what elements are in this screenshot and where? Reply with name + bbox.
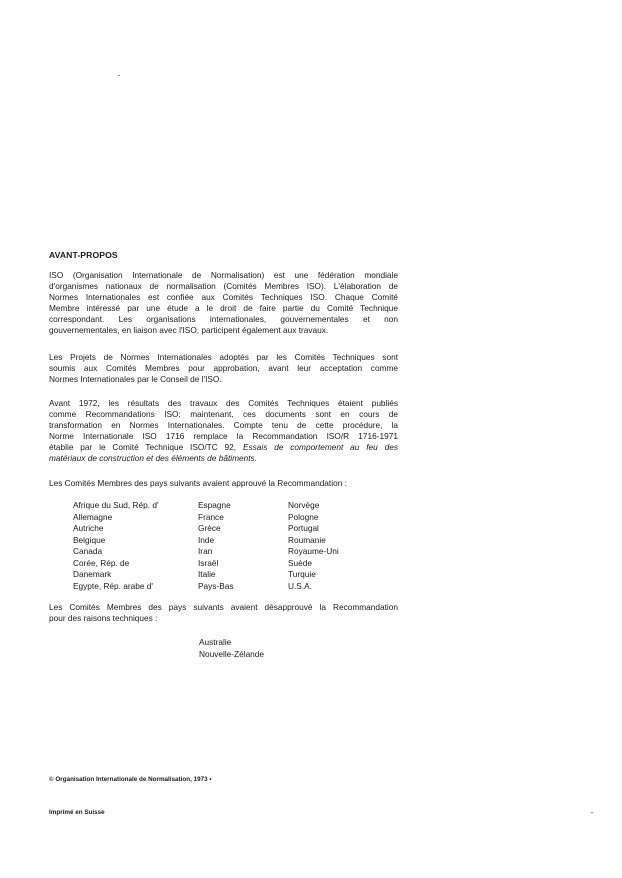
disapproving-countries-list [199, 637, 264, 660]
country-name: Portugal [288, 523, 319, 533]
text-line: Avant 1972, les résultats des travaux des Comités Techniques étaient publiés [49, 398, 398, 408]
paragraph-disapproved-intro [49, 602, 398, 624]
approving-countries-list [73, 500, 398, 592]
committee-title-italic: matériaux de construction et des éléments de bâtiments. [49, 452, 257, 463]
country-name: Pologne [288, 511, 319, 522]
country-name: Turquie [288, 569, 316, 579]
text-line: ISO (Organisation Internationale de Normalisation) est une fédération mondiale [49, 270, 398, 280]
text-line: soumis aux Comités Membres pour approbation, avant leur acceptation comme [49, 362, 398, 373]
country-name: Italie [198, 569, 216, 579]
text-line: Normes Internationales est confiée aux Comités Techniques ISO. Chaque Comité [49, 291, 398, 302]
countries-column-3 [288, 500, 398, 592]
text-line: Normes Internationales par le Conseil de l'ISO. [49, 373, 222, 384]
country-name: Egypte, Rép. arabe d' [73, 580, 153, 591]
country-name: U.S.A. [288, 580, 312, 591]
country-name: Allemagne [73, 511, 113, 522]
text-line: d'organismes nationaux de normalisation (Comités Membres ISO). L'élaboration de [49, 280, 398, 291]
scan-speck [591, 812, 593, 813]
countries-column-1 [73, 500, 198, 592]
country-name: Israël [198, 557, 219, 568]
country-name: Grèce [198, 523, 221, 533]
text-line: pour des raisons techniques : [49, 612, 158, 623]
country-name: Canada [73, 546, 103, 556]
country-name: Inde [198, 534, 215, 545]
text-line: correspondant. Les organisations internationales, gouvernementales et non [49, 313, 398, 324]
text-line: Les Comités Membres des pays suivants avaient désapprouvé la Recommandation [49, 602, 398, 612]
text-line: gouvernementales, en liaison avec l'ISO, participent également aux travaux. [49, 324, 329, 335]
country-name: Suède [288, 557, 312, 568]
committee-title-italic: Essais de comportement au feu des [242, 441, 398, 452]
text-fragment: établie par le Comité Technique ISO/TC 92, [49, 441, 237, 452]
text-line: transformation en Normes Internationales. Compte tenu de cette procédure, la [49, 419, 398, 430]
country-name: Norvège [288, 500, 320, 510]
text-line: Membre intéressé par une étude a le droit de faire partie du Comité Technique [49, 302, 398, 313]
country-name: Nouvelle-Zélande [199, 648, 265, 659]
country-name: Danemark [73, 569, 112, 579]
country-name: Espagne [198, 500, 231, 510]
paragraph-iso-intro [49, 270, 398, 335]
countries-column-2 [198, 500, 288, 592]
text-line [49, 442, 398, 453]
country-name: Royaume-Uni [288, 546, 339, 556]
printed-in: Imprimé en Suisse [49, 809, 105, 816]
country-name: Corée, Rép. de [73, 557, 130, 568]
scan-speck [118, 75, 120, 76]
text-line: Les Comités Membres des pays suivants avaient approuvé la Recommandation : [49, 478, 347, 488]
paragraph-history [49, 398, 398, 463]
text-line [49, 453, 398, 464]
country-name: Australie [199, 637, 232, 647]
country-name: Iran [198, 546, 213, 556]
text-line: comme Recommandations ISO; maintenant, ces documents sont en cours de [49, 408, 398, 419]
country-name: Afrique du Sud, Rép. d' [73, 500, 159, 510]
copyright-notice: © Organisation Internationale de Normalisation, 1973 • [49, 776, 212, 783]
country-name: Belgique [73, 534, 106, 545]
paragraph-approved-intro [49, 478, 398, 489]
text-line: Les Projets de Normes Internationales adoptés par les Comités Techniques sont [49, 352, 398, 362]
country-name: Autriche [73, 523, 104, 533]
country-name: France [198, 511, 224, 522]
section-title: AVANT-PROPOS [49, 250, 118, 260]
paragraph-drafts [49, 352, 398, 385]
country-name: Pays-Bas [198, 580, 234, 591]
text-line: Norme Internationale ISO 1716 remplace la Recommandation ISO/R 1716-1971 [49, 430, 398, 441]
country-name: Roumanie [288, 534, 326, 545]
